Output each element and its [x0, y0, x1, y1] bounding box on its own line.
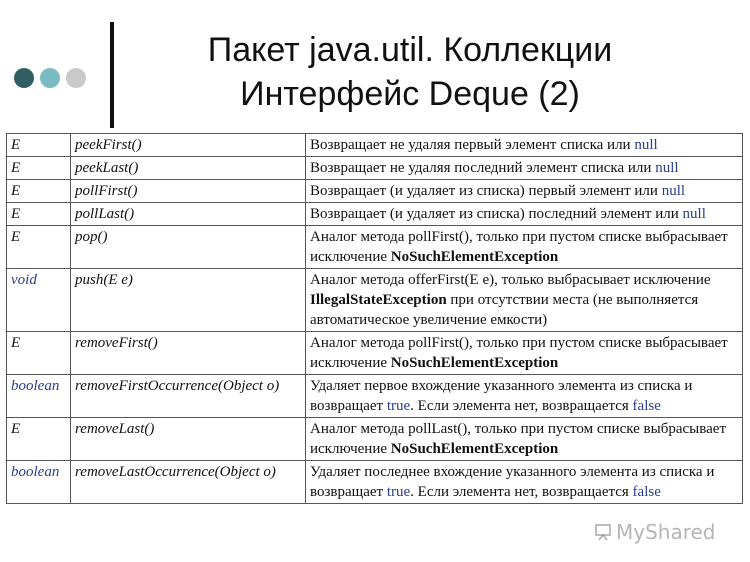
description-segment: Аналог метода pollFirst(), только при пустом списке выбрасывает исключение: [310, 229, 728, 265]
return-type: boolean: [7, 461, 71, 504]
description-segment: IllegalStateException: [310, 292, 447, 308]
slide-title: [150, 28, 670, 116]
title-line-2: Интерфейс Deque (2): [240, 75, 580, 113]
method-signature: peekLast(): [71, 157, 306, 180]
description-segment: . Если элемента нет, возвращается: [410, 484, 633, 500]
presentation-board-icon: [594, 523, 612, 541]
description-segment: NoSuchElementException: [390, 249, 559, 265]
title-line-1: Пакет java.util. Коллекции: [207, 31, 613, 69]
method-signature: pop(): [71, 226, 306, 269]
table-row: [7, 226, 743, 269]
decorative-dots: [14, 68, 86, 88]
method-signature: peekFirst(): [71, 134, 306, 157]
description-segment: Аналог метода offerFirst(E e), только выбрасывает исключение: [310, 272, 711, 288]
return-type: E: [7, 332, 71, 375]
method-description: [306, 134, 743, 157]
return-type: E: [7, 134, 71, 157]
table-row: [7, 134, 743, 157]
watermark: [594, 520, 716, 544]
method-description: [306, 203, 743, 226]
method-signature: pollLast(): [71, 203, 306, 226]
method-description: [306, 332, 743, 375]
table-row: [7, 375, 743, 418]
return-type: E: [7, 418, 71, 461]
description-segment: Удаляет последнее вхождение указанного элемента из списка и возвращает: [310, 464, 715, 500]
description-segment: Аналог метода pollFirst(), только при пустом списке выбрасывает исключение: [310, 335, 728, 371]
deque-methods-table: [6, 133, 743, 504]
dot-dark: [14, 68, 34, 88]
description-segment: null: [634, 137, 658, 153]
description-segment: Возвращает (и удаляет из списка) последний элемент или: [310, 206, 683, 222]
table-row: [7, 157, 743, 180]
description-segment: false: [632, 398, 661, 414]
description-segment: null: [661, 183, 686, 199]
method-description: [306, 375, 743, 418]
method-description: [306, 157, 743, 180]
description-segment: Аналог метода pollLast(), только при пустом списке выбрасывает исключение: [310, 421, 727, 457]
method-signature: removeFirstOccurrence(Object o): [71, 375, 306, 418]
method-description: [306, 461, 743, 504]
return-type: E: [7, 203, 71, 226]
return-type: boolean: [7, 375, 71, 418]
dot-gray: [66, 68, 86, 88]
description-segment: Возвращает не удаляя первый элемент списка или: [310, 137, 635, 153]
method-description: [306, 226, 743, 269]
method-signature: removeFirst(): [71, 332, 306, 375]
method-signature: removeLast(): [71, 418, 306, 461]
method-description: [306, 418, 743, 461]
description-segment: true: [386, 398, 411, 414]
description-segment: NoSuchElementException: [390, 355, 559, 371]
description-segment: false: [632, 484, 661, 500]
method-description: [306, 269, 743, 332]
description-segment: Возвращает (и удаляет из списка) первый элемент или: [310, 183, 662, 199]
method-signature: removeLastOccurrence(Object o): [71, 461, 306, 504]
return-type: E: [7, 180, 71, 203]
watermark-text: MyShared: [616, 520, 716, 544]
table-row: [7, 269, 743, 332]
table-row: [7, 461, 743, 504]
description-segment: при отсутствии места (не выполняется автоматическое увеличение емкости): [310, 292, 699, 328]
description-segment: true: [386, 484, 411, 500]
description-segment: NoSuchElementException: [390, 441, 559, 457]
title-divider: [110, 22, 114, 128]
description-segment: Удаляет первое вхождение указанного элемента из списка и возвращает: [310, 378, 693, 414]
table-row: [7, 332, 743, 375]
return-type: E: [7, 226, 71, 269]
dot-teal: [40, 68, 60, 88]
method-signature: push(E e): [71, 269, 306, 332]
method-description: [306, 180, 743, 203]
table-row: [7, 418, 743, 461]
method-signature: pollFirst(): [71, 180, 306, 203]
description-segment: null: [655, 160, 679, 176]
table-row: [7, 180, 743, 203]
table-row: [7, 203, 743, 226]
description-segment: null: [682, 206, 706, 222]
return-type: E: [7, 157, 71, 180]
description-segment: Возвращает не удаляя последний элемент списка или: [310, 160, 656, 176]
return-type: void: [7, 269, 71, 332]
description-segment: . Если элемента нет, возвращается: [410, 398, 633, 414]
